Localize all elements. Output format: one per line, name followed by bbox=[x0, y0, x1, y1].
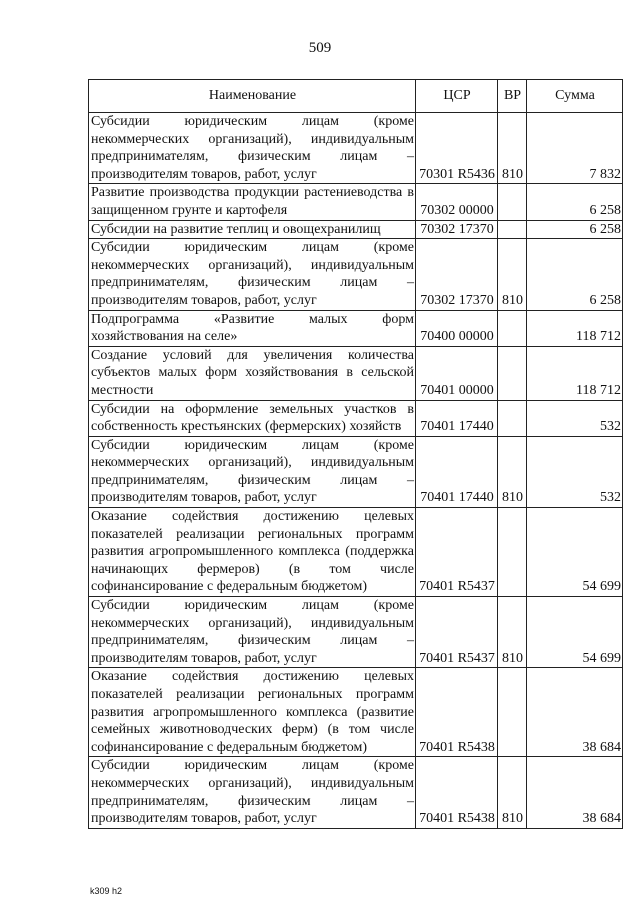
row-vr bbox=[498, 184, 527, 220]
row-name: Субсидии юридическим лицам (кроме некоммерческих организаций), индивидуальным предпринимателям, физическим лицам – производителям товаров, работ, услуг bbox=[89, 757, 416, 828]
header-sum: Сумма bbox=[527, 80, 623, 113]
row-name: Субсидии юридическим лицам (кроме некоммерческих организаций), индивидуальным предпринимателям, физическим лицам – производителям товаров, работ, услуг bbox=[89, 113, 416, 184]
row-vr: 810 bbox=[498, 436, 527, 507]
row-sum: 38 684 bbox=[527, 668, 623, 757]
row-vr: 810 bbox=[498, 113, 527, 184]
row-vr bbox=[498, 508, 527, 597]
row-name: Субсидии юридическим лицам (кроме некоммерческих организаций), индивидуальным предпринимателям, физическим лицам – производителям товаров, работ, услуг bbox=[89, 239, 416, 310]
table-row bbox=[89, 239, 623, 310]
table-row bbox=[89, 184, 623, 220]
row-name: Развитие производства продукции растениеводства в защищенном грунте и картофеля bbox=[89, 184, 416, 220]
row-sum: 532 bbox=[527, 400, 623, 436]
row-vr: 810 bbox=[498, 597, 527, 668]
row-vr: 810 bbox=[498, 239, 527, 310]
header-vr: ВР bbox=[498, 80, 527, 113]
row-sum: 6 258 bbox=[527, 184, 623, 220]
row-csr: 70401 17440 bbox=[416, 436, 498, 507]
table-row bbox=[89, 597, 623, 668]
table-row bbox=[89, 310, 623, 346]
row-name: Субсидии на оформление земельных участков в собственность крестьянских (фермерских) хозяйств bbox=[89, 400, 416, 436]
row-csr: 70401 R5438 bbox=[416, 668, 498, 757]
row-csr: 70302 00000 bbox=[416, 184, 498, 220]
row-sum: 54 699 bbox=[527, 508, 623, 597]
row-sum: 6 258 bbox=[527, 220, 623, 239]
table-row bbox=[89, 757, 623, 828]
table-row bbox=[89, 668, 623, 757]
row-vr bbox=[498, 400, 527, 436]
row-name: Оказание содействия достижению целевых показателей реализации региональных программ развития агропромышленного комплекса (развитие семейных животноводческих ферм) (в том числе софинансирование с федеральным бюджетом) bbox=[89, 668, 416, 757]
row-sum: 6 258 bbox=[527, 239, 623, 310]
table-row bbox=[89, 113, 623, 184]
row-name: Подпрограмма «Развитие малых форм хозяйствования на селе» bbox=[89, 310, 416, 346]
page-number: 509 bbox=[308, 40, 332, 56]
row-name: Создание условий для увеличения количества субъектов малых форм хозяйствования в сельской местности bbox=[89, 346, 416, 400]
header-csr: ЦСР bbox=[416, 80, 498, 113]
row-sum: 118 712 bbox=[527, 310, 623, 346]
row-csr: 70401 R5437 bbox=[416, 508, 498, 597]
row-sum: 118 712 bbox=[527, 346, 623, 400]
row-vr bbox=[498, 310, 527, 346]
row-vr bbox=[498, 220, 527, 239]
row-name: Субсидии юридическим лицам (кроме некоммерческих организаций), индивидуальным предпринимателям, физическим лицам – производителям товаров, работ, услуг bbox=[89, 597, 416, 668]
table-row bbox=[89, 508, 623, 597]
row-vr bbox=[498, 346, 527, 400]
row-vr: 810 bbox=[498, 757, 527, 828]
row-csr: 70301 R5436 bbox=[416, 113, 498, 184]
table-row bbox=[89, 436, 623, 507]
row-csr: 70400 00000 bbox=[416, 310, 498, 346]
row-sum: 532 bbox=[527, 436, 623, 507]
row-csr: 70401 00000 bbox=[416, 346, 498, 400]
row-name: Субсидии на развитие теплиц и овощехранилищ bbox=[89, 220, 416, 239]
budget-table bbox=[88, 79, 623, 829]
header-name: Наименование bbox=[89, 80, 416, 113]
row-csr: 70401 17440 bbox=[416, 400, 498, 436]
row-csr: 70401 R5438 bbox=[416, 757, 498, 828]
row-vr bbox=[498, 668, 527, 757]
footer-code: k309 h2 bbox=[90, 886, 123, 896]
table-row bbox=[89, 400, 623, 436]
row-name: Оказание содействия достижению целевых показателей реализации региональных программ развития агропромышленного комплекса (поддержка начинающих фермеров) (в том числе софинансирование с федеральным бюджетом) bbox=[89, 508, 416, 597]
row-csr: 70302 17370 bbox=[416, 220, 498, 239]
row-sum: 7 832 bbox=[527, 113, 623, 184]
row-csr: 70302 17370 bbox=[416, 239, 498, 310]
table-row bbox=[89, 346, 623, 400]
table-row bbox=[89, 220, 623, 239]
row-name: Субсидии юридическим лицам (кроме некоммерческих организаций), индивидуальным предпринимателям, физическим лицам – производителям товаров, работ, услуг bbox=[89, 436, 416, 507]
table-header-row bbox=[89, 80, 623, 113]
row-sum: 38 684 bbox=[527, 757, 623, 828]
row-sum: 54 699 bbox=[527, 597, 623, 668]
row-csr: 70401 R5437 bbox=[416, 597, 498, 668]
